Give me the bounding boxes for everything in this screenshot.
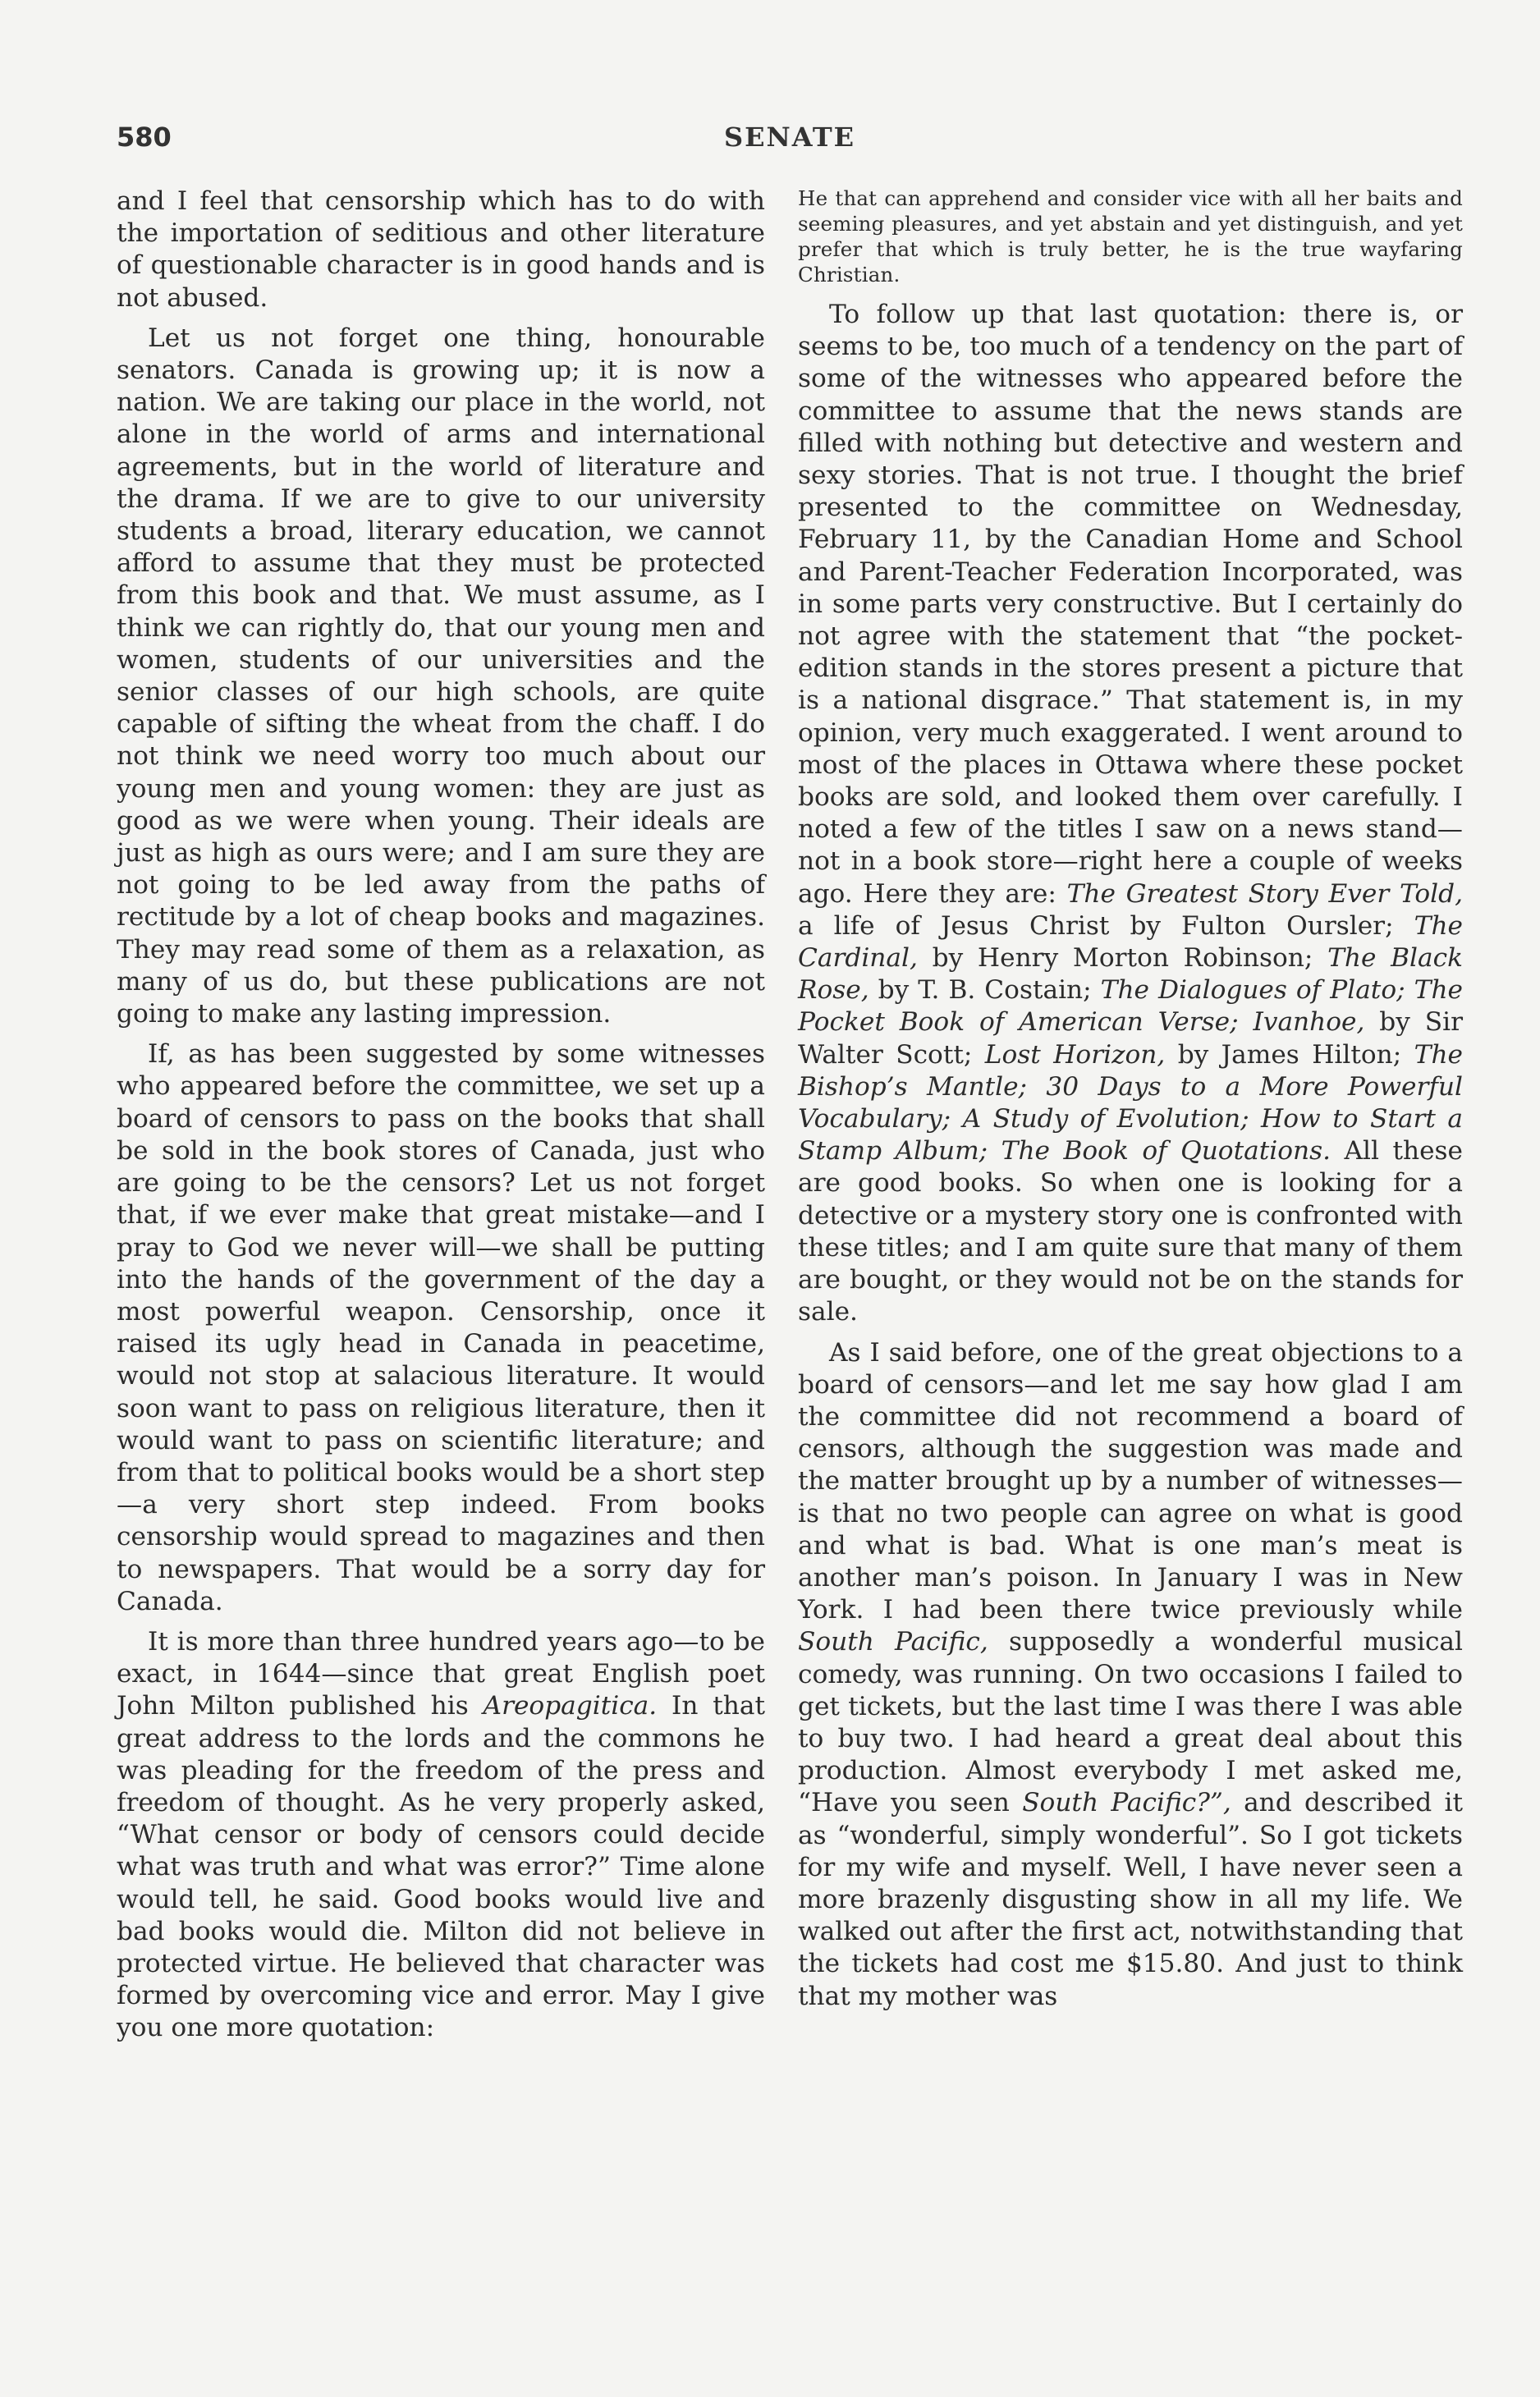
book-title: The Dialogues of Plato; The Pocket Book of American Verse; Ivanhoe, xyxy=(798,975,1463,1038)
text-run: a life of Jesus Christ by Fulton Oursler; xyxy=(798,910,1414,941)
text-run: by Henry Morton Robinson; xyxy=(917,943,1328,974)
show-title: South Pacific?”, xyxy=(1022,1788,1231,1818)
text-run: It is more than three hundred years ago—to be exact, in 1644—since that great English poet John Milton published his xyxy=(117,1626,765,1721)
book-title: The Cardinal, xyxy=(798,910,1463,974)
text-run: by Sir Walter Scott; xyxy=(798,1007,1463,1070)
text-run: supposedly a wonderful musical comedy, was running. On two occasions I failed to get tickets, but the last time I was there I was able to buy two. I had heard a great deal about this production. Almost everybody I met asked me, “Have you seen xyxy=(798,1627,1464,1818)
left-column xyxy=(117,186,765,2045)
page-number: 580 xyxy=(117,121,172,153)
block-quotation: He that can apprehend and consider vice with all her baits and seeming pleasures, and yet abstain and yet distinguish, and yet prefer that which is truly better, he is the true wayfaring Christian. xyxy=(798,186,1463,286)
page-header xyxy=(117,121,1463,158)
book-title: Areopagitica. xyxy=(483,1691,658,1721)
paragraph xyxy=(798,299,1463,1329)
text-run: As I said before, one of the great objections to a board of censors—and let me say how glad I am the committee did not recommend a board of censors, although the suggestion was made and the matter brought up by a number of witnesses—is that no two people can agree on what is good and what is bad. What is one man’s meat is another man’s poison. In January I was in New York. I had been there twice previously while xyxy=(798,1337,1463,1625)
running-head: SENATE xyxy=(723,121,856,153)
paragraph: If, as has been suggested by some witnesses who appeared before the committee, we set up a board of censors to pass on the books that shall be sold in the book stores of Canada, just who are going to be the censors? Let us not forget that, if we ever make that great mistake—and I pray to God we never will—we shall be putting into the hands of the government of the day a most powerful weapon. Censorship, once it raised its ugly head in Canada in peacetime, would not stop at salacious literature. It would soon want to pass on religious literature, then it would want to pass on scientific literature; and from that to political books would be a short step—a very short step indeed. From books censorship would spread to magazines and then to newspapers. That would be a sorry day for Canada. xyxy=(117,1039,765,1616)
book-title: The Greatest Story Ever Told, xyxy=(1066,878,1463,909)
text-run: To follow up that last quotation: there is, or seems to be, too much of a tendency on the part of some of the witnesses who appeared before the committee to assume that the news stands are filled with nothing but detective and western and sexy stories. That is not true. I thought the brief presented to the committee on Wednesday, February 11, by the Canadian Home and School and Parent-Teacher Federation Incorporated, was in some parts very constructive. But I certainly do not agree with the statement that “the pocket-edition stands in the stores present a picture that is a national disgrace.” That statement is, in my opinion, very much exaggerated. I went around to most of the places in Ottawa where these pocket books are sold, and looked them over carefully. I noted a few of the titles I saw on a news stand—not in a book store—right here a couple of weeks ago. Here they are: xyxy=(798,300,1463,909)
text-run: by James Hilton; xyxy=(1165,1039,1414,1070)
text-run: and described it as “wonderful, simply wonderful”. So I got tickets for my wife and myself. Well, I have never seen a more brazenly disgusting show in all my life. We walked out after the first act, notwithstanding that the tickets had cost me $15.80. And just to think that my mother was xyxy=(798,1788,1463,2011)
paragraph: and I feel that censorship which has to do with the importation of seditious and other literature of questionable character is in good hands and is not abused. xyxy=(117,186,765,313)
right-column xyxy=(798,186,1463,2013)
book-title: Lost Horizon, xyxy=(984,1039,1166,1070)
paragraph xyxy=(117,1626,765,2045)
paragraph: Let us not forget one thing, honourable senators. Canada is growing up; it is now a nation. We are taking our place in the world, not alone in the world of arms and international agreements, but in the world of literature and the drama. If we are to give to our university students a broad, literary education, we cannot afford to assume that they must be protected from this book and that. We must assume, as I think we can rightly do, that our young men and women, students of our universities and the senior classes of our high schools, are quite capable of sifting the wheat from the chaff. I do not think we need worry too much about our young men and young women: they are just as good as we were when young. Their ideals are just as high as ours were; and I am sure they are not going to be led away from the paths of rectitude by a lot of cheap books and magazines. They may read some of them as a relaxation, as many of us do, but these publications are not going to make any lasting impression. xyxy=(117,323,765,1029)
book-title: The Black Rose, xyxy=(798,943,1463,1006)
text-run: by T. B. Costain; xyxy=(869,975,1101,1006)
show-title: South Pacific, xyxy=(798,1627,988,1657)
book-title: The Bishop’s Mantle; 30 Days to a More Powerful Vocabulary; A Study of Evolution; How to Start a Stamp Album; The Book of Quotations. xyxy=(798,1039,1464,1166)
text-run: In that great address to the lords and the commons he was pleading for the freedom of the press and freedom of thought. As he very properly asked, “What censor or body of censors could decide what was truth and what was error?” Time alone would tell, he said. Good books would live and bad books would die. Milton did not believe in protected virtue. He believed that character was formed by overcoming vice and error. May I give you one more quotation: xyxy=(117,1691,765,2043)
paragraph xyxy=(798,1337,1463,2013)
text-run: All these are good books. So when one is looking for a detective or a mystery story one is confronted with these titles; and I am quite sure that many of them are bought, or they would not be on the stands for sale. xyxy=(798,1136,1463,1327)
